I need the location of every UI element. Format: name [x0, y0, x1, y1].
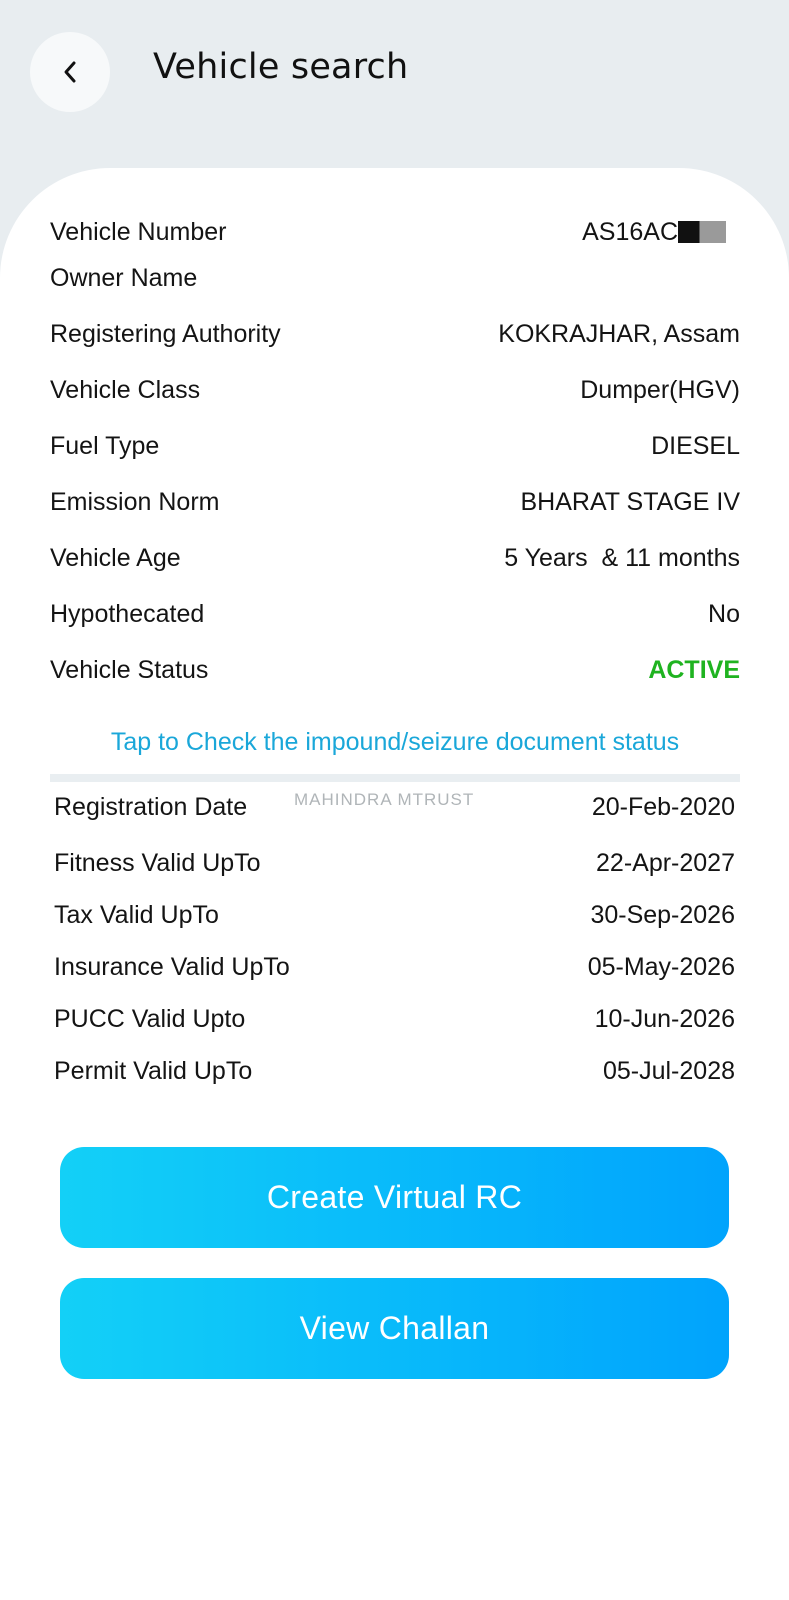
- detail-row-hypothecated: [50, 594, 740, 634]
- detail-value: 5 Years & 11 months: [504, 544, 740, 572]
- detail-label: Vehicle Number: [50, 218, 227, 246]
- validity-label: Fitness Valid UpTo: [54, 849, 261, 877]
- detail-label: Emission Norm: [50, 488, 220, 516]
- validity-value: 10-Jun-2026: [594, 1005, 735, 1033]
- detail-label: Vehicle Class: [50, 376, 201, 404]
- validity-row-pucc: [54, 999, 735, 1039]
- detail-row-vehicle-number: [50, 212, 740, 252]
- detail-value: No: [708, 600, 740, 628]
- status-badge: ACTIVE: [648, 656, 740, 684]
- watermark: MAHINDRA MTRUST: [294, 790, 475, 809]
- page-title: Vehicle search: [153, 47, 409, 87]
- detail-value: [582, 212, 726, 252]
- detail-row-emission-norm: [50, 482, 740, 522]
- back-button[interactable]: [30, 32, 110, 112]
- validity-row-permit: [54, 1051, 735, 1091]
- chevron-left-icon: [58, 57, 82, 87]
- detail-value: KOKRAJHAR, Assam: [498, 320, 740, 348]
- validity-row-registration-date: [54, 787, 735, 827]
- detail-row-vehicle-class: [50, 370, 740, 410]
- validity-label: Insurance Valid UpTo: [54, 953, 290, 981]
- validity-value: 05-Jul-2028: [602, 1057, 735, 1085]
- validity-label: Registration Date: [54, 793, 248, 821]
- detail-label: Fuel Type: [50, 432, 160, 460]
- detail-label: Registering Authority: [50, 320, 281, 348]
- validity-label: PUCC Valid Upto: [54, 1005, 246, 1033]
- detail-row-registering-authority: [50, 314, 740, 354]
- detail-value: Dumper(HGV): [580, 376, 740, 404]
- detail-label: Owner Name: [50, 264, 198, 292]
- detail-label: Vehicle Age: [50, 544, 181, 572]
- validity-label: Tax Valid UpTo: [54, 901, 219, 929]
- validity-row-insurance: [54, 947, 735, 987]
- validity-row-tax: [54, 895, 735, 935]
- vehicle-number-value: AS16AC: [582, 218, 678, 246]
- impound-status-link[interactable]: Tap to Check the impound/seizure document status: [110, 728, 680, 756]
- create-virtual-rc-button[interactable]: Create Virtual RC: [60, 1147, 729, 1248]
- detail-row-owner-name: [50, 258, 740, 298]
- redaction-mask: [678, 221, 726, 243]
- section-divider: [50, 774, 740, 782]
- validity-label: Permit Valid UpTo: [54, 1057, 253, 1085]
- validity-value: 20-Feb-2020: [591, 793, 735, 821]
- detail-value: BHARAT STAGE IV: [520, 488, 740, 516]
- validity-value: 30-Sep-2026: [590, 901, 735, 929]
- validity-value: 05-May-2026: [587, 953, 735, 981]
- detail-label: Hypothecated: [50, 600, 205, 628]
- detail-row-vehicle-age: [50, 538, 740, 578]
- validity-row-fitness: [54, 843, 735, 883]
- detail-label: Vehicle Status: [50, 656, 209, 684]
- detail-row-vehicle-status: [50, 650, 740, 690]
- view-challan-button[interactable]: View Challan: [60, 1278, 729, 1379]
- validity-value: 22-Apr-2027: [596, 849, 735, 877]
- detail-value: DIESEL: [651, 432, 740, 460]
- detail-row-fuel-type: [50, 426, 740, 466]
